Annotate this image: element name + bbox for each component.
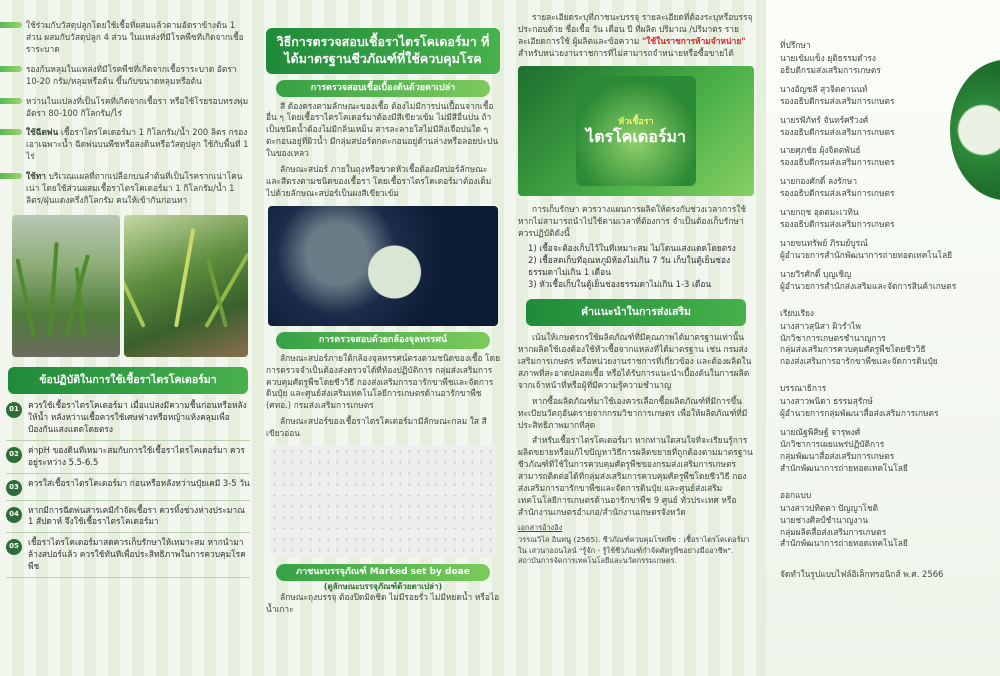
para-advice-3: สำหรับเชื้อราไตรโคเดอร์มา หากท่านใดสนใจที่จะเรียนรู้การผลิตขยายหรือแก้ไขปัญหาวิธีการผลิตขยายที่ถูกต้องตามมาตรฐานชีวภัณฑ์ที่ใช้ในการควบคุมศัตรูพืชของกรมส่งเสริมการเกษตร สามารถติดต่อได้ที่กลุ่มส่งเสริมการควบคุมศัตรูพืชโดยชีววิธี กองส่งเสริมการอารักขาพืชและจัดการดินปุ๋ย และศูนย์ส่งเสริมเทคโนโลยีการเกษตรด้านอารักขาพืช 9 ศูนย์ ทั่วประเทศ หรือสำนักงานเกษตรอำเภอ/สำนักงานเกษตรจังหวัด <box>518 435 753 517</box>
credit-person <box>780 53 992 77</box>
credit-name: นายกองศักดิ์ ลงรักษา <box>780 176 858 187</box>
product-bag: หัวเชื้อรา ไตรโคเดอร์มา <box>576 76 696 186</box>
credit-group-heading: ที่ปรึกษา <box>780 40 811 50</box>
publication-footer: จัดทำในรูปแบบไฟล์อิเล็กทรอนิกส์ พ.ศ. 2566 <box>780 569 944 580</box>
para-spore: ลักษณะสปอร์ ภายในถุงหรือขวดหัวเชื้อต้องมีสปอร์ลักษณะและสีตรงตามชนิดของเชื้อรา โดยเชื้อราไตรโคเดอร์มาต้องเต็มไปด้วยลักษณะสปอร์เป็นผงสีเขียวเข้ม <box>266 164 492 198</box>
usage-bullet <box>6 20 250 56</box>
spore-bag-photo <box>268 206 498 326</box>
practice-item <box>6 478 250 501</box>
credit-position: รองอธิบดีกรมส่งเสริมการเกษตร <box>780 126 895 137</box>
credit-name: นายณัฐพิสิษฐ์ จารุพงศ์ <box>780 427 861 438</box>
para-packaging: ลักษณะถุงบรรจุ ต้องปิดมิดชิด ไม่มีรอยรั่ว ไม่มีหยดน้ำ หรือไอน้ำเกาะ <box>266 592 500 615</box>
credit-position: นักวิชาการเผยแพร่ปฏิบัติการ <box>780 438 885 449</box>
practice-number-badge: 01 <box>6 402 22 418</box>
credit-person <box>780 396 992 420</box>
para-color: สี ต้องตรงตามลักษณะของเชื้อ ต้องไม่มีการปนเปื้อนจากเชื้ออื่น ๆ โดยเชื้อราไตรโคเดอร์มาต้องมีสีเขียวเข้ม ไม่มีสีอื่นปน ถ้าเป็นชนิดน้ำต้องไม่มีกลิ่นเหม็น สารละลายใสไม่มีสิ่งเจือปนใด ๆ ตะกอนอยู่ที่ผิวน้ำ มีกลุ่มสปอร์ตกตะกอนอยู่ด้านล่างหรือลอยปะปนในของเหลว <box>266 100 499 159</box>
subhead-packaging-note: (ดูลักษณะบรรจุภัณฑ์ด้วยตาเปล่า) <box>323 581 443 591</box>
credit-group-heading: บรรณาธิการ <box>780 383 827 394</box>
panel-inspection <box>258 0 508 676</box>
practice-text: ควรใส่เชื้อราไตรโคเดอร์มา ก่อนหรือหลังหว่านปุ๋ยเคมี 3-5 วัน <box>28 477 250 488</box>
credit-person <box>780 503 992 551</box>
credit-position: กลุ่มส่งเสริมการควบคุมศัตรูพืชโดยชีววิธี <box>780 344 926 355</box>
credit-position: นายช่างศิลป์ชำนาญงาน <box>780 514 869 525</box>
credit-name: นายวีรศักดิ์ บุญเชิญ <box>780 268 852 279</box>
practice-number-badge: 03 <box>6 480 22 496</box>
credit-person <box>780 269 992 293</box>
subhead-naked-eye: การตรวจสอบเชื้อเบื้องต้นด้วยตาเปล่า <box>276 80 490 97</box>
credit-person <box>780 238 992 262</box>
panel-credits <box>766 0 1000 676</box>
credit-position: ผู้อำนวยการสำนักส่งเสริมและจัดการสินค้าเกษตร <box>780 280 957 291</box>
microscope-image <box>270 446 496 558</box>
para-advice-1: เน้นให้เกษตรกรใช้ผลิตภัณฑ์ที่มีคุณภาพได้มาตรฐานเท่านั้น หากผลิตใช้เองต้องใช้หัวเชื้อจากแหล่งที่ได้มาตรฐาน เช่น กรมส่งเสริมการเกษตร หรือหน่วยงานราชการที่เกี่ยวข้อง และต้องผลิตในสภาพที่สะอาดปลอดเชื้อ หรือได้รับการแนะนำเบื้องต้นในการผลิตจากเจ้าหน้าที่หรือผู้ที่มีความรู้ความชำนาญ <box>518 332 752 390</box>
group-spacer <box>780 375 992 383</box>
credit-position: กองส่งเสริมการอารักขาพืชและจัดการดินปุ๋ย <box>780 356 938 367</box>
practice-item <box>6 400 250 441</box>
practice-item <box>6 537 250 578</box>
storage-item: 3) หัวเชื้อเก็บในตู้เย็นช่องธรรมดาไม่เกิน 1-3 เดือน <box>528 279 712 290</box>
group-spacer <box>780 482 992 490</box>
panel-usage <box>0 0 258 676</box>
usage-bullets <box>6 20 250 207</box>
credit-group-heading: ออกแบบ <box>780 489 812 500</box>
para-advice-2: หากซื้อผลิตภัณฑ์มาใช้เองควรเลือกซื้อผลิตภัณฑ์ที่มีการขึ้นทะเบียนวัตถุอันตรายจากกรมวิชาการเกษตร เพื่อให้ผลิตภัณฑ์ที่มีประสิทธิภาพมากที่สุด <box>518 395 748 430</box>
credit-name: นายรพีภัทร์ จันทร์ศรีวงศ์ <box>780 114 869 125</box>
practice-number-badge: 02 <box>6 447 22 463</box>
credit-position: สำนักพัฒนาการถ่ายทอดเทคโนโลยี <box>780 462 908 473</box>
storage-item: 1) เชื้อจะต้องเก็บไว้ในที่เหมาะสม ไม่โดนแสงแดดโดยตรง <box>528 243 736 254</box>
not-for-sale-text: "ใช้ในราชการห้ามจำหน่าย" <box>641 35 746 46</box>
practice-item <box>6 505 250 534</box>
practice-item <box>6 445 250 474</box>
usage-bullet-text: ใช้ร่วมกับวัสดุปลูกโดยใช้เชื้อที่ผสมแล้วตามอัตราข้างต้น 1 ส่วน ผสมกับวัสดุปลูก 4 ส่วน ในแหล่งที่มีโรคพืชที่เกิดจากเชื้อราระบาด <box>26 20 244 54</box>
usage-bullet <box>6 127 250 163</box>
usage-bullet-label: ใช้ฉีดพ่น <box>26 127 59 138</box>
plant-photo-right <box>124 215 248 357</box>
panel-storage-advice <box>508 0 766 676</box>
credit-position: กลุ่มพัฒนาสื่อส่งเสริมการเกษตร <box>780 450 895 461</box>
usage-bullet-text: เชื้อราไตรโคเดอร์มา 1 กิโลกรัม/น้ำ 200 ลิตร กรองเอาเฉพาะน้ำ ฉีดพ่นบนพืชหรือลงดินหรือวัสดุปลูก ใช้กับพื้นที่ 1 ไร่ <box>26 127 249 162</box>
photo-row <box>12 215 250 357</box>
practice-text: ค่าpH ของดินที่เหมาะสมกับการใช้เชื้อราไตรโคเดอร์มา ควรอยู่ระหว่าง 5.5-6.5 <box>28 444 245 467</box>
credit-position: สำนักพัฒนาการถ่ายทอดเทคโนโลยี <box>780 538 908 549</box>
storage-list <box>518 243 754 291</box>
practice-text: ควรใช้เชื้อราไตรโคเดอร์มา เมื่อแปลงมีความชื้นก่อนหรือหลังให้น้ำ หลังหว่านเชื้อควรใช้เศษฟางหรือหญ้าแห้งคลุมเพื่อป้องกันแสงแดดโดยตรง <box>28 399 247 434</box>
usage-bullet-text: บริเวณแผลที่ถากเปลือกบนลำต้นที่เป็นโรครากเน่าโคนเน่า โดยใช้ส่วนผสมเชื้อราไตรโคเดอร์มา 1 กิโลกรัม/น้ำ 1 ลิตร/ฝุ่นแดงครึ่งกิโลกรัม คนให้เข้ากันก่อนทา <box>26 171 243 206</box>
credit-position: นักวิชาการเกษตรชำนาญการ <box>780 332 886 343</box>
credit-position: รองอธิบดีกรมส่งเสริมการเกษตร <box>780 188 895 199</box>
credit-name: นายเข้มแข็ง ยุติธรรมดำรง <box>780 52 877 63</box>
credit-name: นางสาวปทิตตา ปัญญาโชติ <box>780 502 879 513</box>
usage-bullet <box>6 171 250 207</box>
practice-list <box>6 400 250 578</box>
practice-text: เชื้อราไตรโคเดอร์มาสดควรเก็บรักษาให้เหมาะสม หากนำมาล้างสปอร์แล้ว ควรใช้ทันทีเพื่อประสิทธิภาพในการควบคุมโรคพืช <box>28 537 246 572</box>
credit-person <box>780 427 992 475</box>
credit-group-heading: เรียบเรียง <box>780 307 814 318</box>
credit-position: รองอธิบดีกรมส่งเสริมการเกษตร <box>780 219 895 230</box>
credit-position: รองอธิบดีกรมส่งเสริมการเกษตร <box>780 157 895 168</box>
credit-position: ผู้อำนวยการกลุ่มพัฒนาสื่อส่งเสริมการเกษตร <box>780 408 939 419</box>
product-image <box>518 66 754 196</box>
usage-bullet <box>6 96 250 120</box>
practice-text: หากมีการฉีดพ่นสารเคมีกำจัดเชื้อรา ควรทิ้งช่วงห่างประมาณ 1 สัปดาห์ จึงใช้เชื้อราไตรโคเดอร์มา <box>28 504 245 527</box>
credit-person <box>780 207 992 231</box>
practice-title: ข้อปฏิบัติในการใช้เชื้อราไตรโคเดอร์มา <box>8 367 248 394</box>
credit-position: อธิบดีกรมส่งเสริมการเกษตร <box>780 64 881 75</box>
plant-photo-left <box>12 215 120 357</box>
para-storage: การเก็บรักษา ควรวางแผนการผลิตให้ตรงกับช่วงเวลาการใช้หากไม่สามารถนำไปใช้ตามเวลาที่ต้องการ จำเป็นต้องเก็บรักษา ควรปฏิบัติดังนี้ <box>518 203 747 238</box>
inspection-title: วิธีการตรวจสอบเชื้อราไตรโคเดอร์มา ที่ได้มาตรฐานชีวภัณฑ์ที่ใช้ควบคุมโรค <box>266 28 500 74</box>
credit-person <box>780 176 992 200</box>
credit-name: นางอัญชลี สุวจิตตานนท์ <box>780 83 868 94</box>
para-microscope: ลักษณะสปอร์ภายใต้กล้องจุลทรรศน์ตรงตามชนิดของเชื้อ โดยการตรวจจำเป็นต้องส่งตรวจได้ที่ห้องปฏิบัติการ กลุ่มส่งเสริมการควบคุมศัตรูพืชโดยชีววิธี กองส่งเสริมการอารักขาพืชและจัดการดินปุ๋ย และศูนย์ส่งเสริมเทคโนโลยีการเกษตรด้านอารักขาพืช (ศทอ.) กรมส่งเสริมการเกษตร <box>266 352 500 411</box>
credit-name: นายขนทรัพย์ ภิรมย์บูรณ์ <box>780 237 868 248</box>
para-spore-shape: ลักษณะสปอร์ของเชื้อราไตรโคเดอร์มามีลักษณะกลม ใส สีเขียวอ่อน <box>266 416 487 439</box>
practice-number-badge: 05 <box>6 539 22 555</box>
credit-name: นายศุภชัย ผุ้งจิตตพันธ์ <box>780 145 861 156</box>
group-spacer <box>780 557 992 565</box>
subhead-microscope: การตรวจสอบด้วยกล้องจุลทรรศน์ <box>276 332 490 349</box>
usage-bullet-text: หว่านในแปลงที่เป็นโรคที่เกิดจากเชื้อรา หรือใช้โรยรอบทรงพุ่ม อัตรา 80-100 กิโลกรัม/ไร่ <box>26 95 249 118</box>
usage-bullet <box>6 64 250 88</box>
reference-heading: เอกสารอ้างอิง <box>518 522 563 532</box>
credit-name: นางสาวสุนิสา ผิวรำไพ <box>780 320 861 331</box>
group-spacer <box>780 300 992 308</box>
advice-title: คำแนะนำในการส่งเสริม <box>526 299 746 326</box>
para-label-details: รายละเอียดระบุที่ภาชนะบรรจุ รายละเอียดที่ต้องระบุหรือบรรจุประกอบด้วย ชื่อเชื้อ วัน เดือน ปี ที่ผลิต ปริมาณ /ปริมาตร รายละเอียดการใช้ ผู้ผลิตและข้อความ "ใช้ในราชการห้ามจำหน่าย" สำหรับหน่วยงานราชการที่ไม่สามารถจำหน่ายหรือซื้อขายได้ <box>518 12 753 58</box>
credit-person <box>780 321 992 369</box>
usage-bullet-label: ใช้ทา <box>26 171 46 182</box>
credit-position: รองอธิบดีกรมส่งเสริมการเกษตร <box>780 95 895 106</box>
subhead-packaging: ภาชนะบรรจุภัณฑ์ Marked set by doae <box>276 564 490 581</box>
usage-bullet-text: รองก้นหลุมในแหล่งที่มีโรคพืชที่เกิดจากเชื้อราระบาด อัตรา 10-20 กรัม/หลุมหรือต้น ขึ้นกับขนาดหลุมหรือต้น <box>26 63 237 86</box>
credit-position: กลุ่มผลิตสื่อส่งเสริมการเกษตร <box>780 526 887 537</box>
storage-item: 2) เชื้อสดเก็บที่อุณหภูมิห้องไม่เกิน 7 วัน เก็บในตู้เย็นช่องธรรมดาไม่เกิน 1 เดือน <box>528 255 731 278</box>
credit-name: นางสาวพนิดา ธรรมสุรักษ์ <box>780 396 873 407</box>
credit-name: นายกฤช อุตตมะเวทิน <box>780 207 859 218</box>
reference-text: วรรณวิไล อินทนู (2565). ชีวภัณฑ์ควบคุมโรคพืช : เชื้อราไตรโคเดอร์มา ใน เสวนาออนไลน์ "รู้จัก - รู้ใช้ชีวภัณฑ์กำจัดศัตรูพืชอย่างมืออาชีพ". สถาบันการจัดการเทคโนโลยีและนวัตกรรมเกษตร. <box>518 535 750 566</box>
credit-position: ผู้อำนวยการสำนักพัฒนาการถ่ายทอดเทคโนโลยี <box>780 249 953 260</box>
practice-number-badge: 04 <box>6 507 22 523</box>
